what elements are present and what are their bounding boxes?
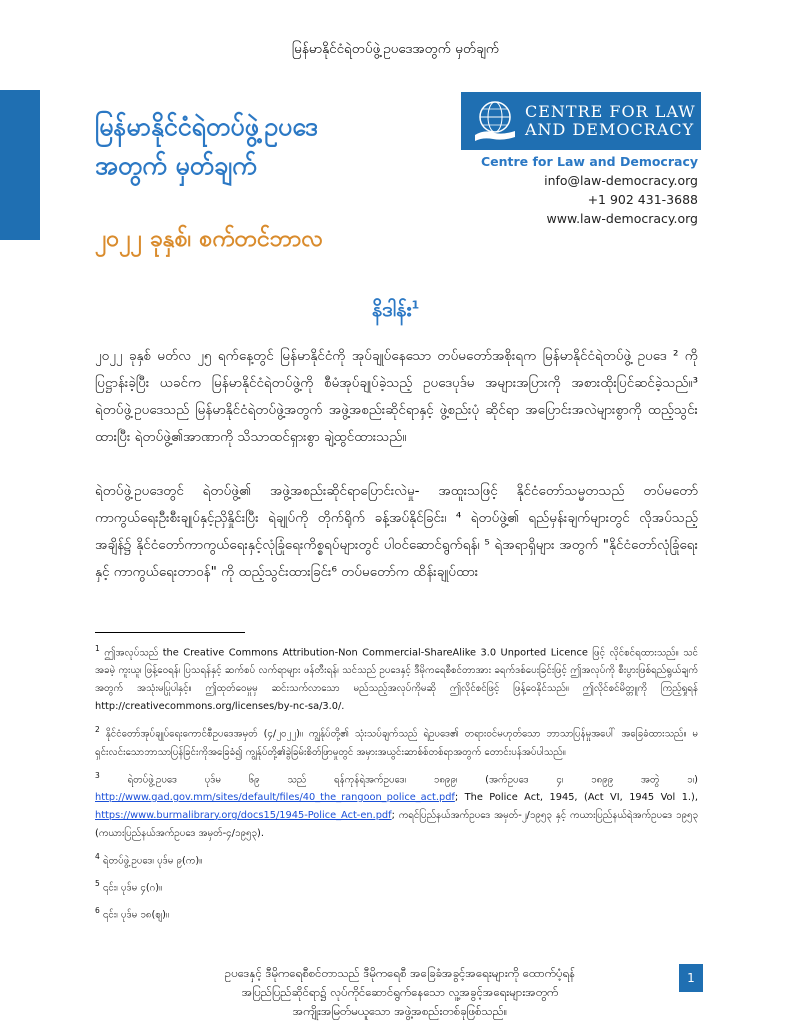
contact-email[interactable]: info@law-democracy.org <box>544 173 698 188</box>
footnote-text: ရဲတပ်ဖွဲ့ဥပဒေ ပုဒ်မ ၆၉ သည် ရန်ကုန်ရဲအက်ဥပဒေ၊ ၁၈၉၉၊ (အက်ဥပဒေ ၄၊ ၁၈၉၉ အတွဲ ၁၊) <box>127 773 698 785</box>
globe-hand-icon <box>469 95 521 147</box>
footnote-number: 1 <box>95 644 100 653</box>
cld-logo <box>461 92 701 150</box>
footnote-1 <box>95 640 698 716</box>
footnote-6 <box>95 902 698 924</box>
footnote-number: 5 <box>95 879 100 889</box>
footer-line-1: ဥပဒေနှင့် ဒီမိုကရေစီစင်တာသည် ဒီမိုကရေစီ အခြေခံအခွင့်အရေးများကို ထောက်ပံ့ရန် <box>224 966 576 980</box>
footnote-text: ၎င်း၊ ပုဒ်မ ၄(ဂ)။ <box>102 882 163 894</box>
footnote-divider <box>95 632 245 633</box>
footnote-text: ; ကရင်ပြည်နယ်အက်ဥပဒေ အမှတ်-၂/၁၉၅၃ နှင့် ကယားပြည်နယ်ရဲအက်ဥပဒေ ၁၉၅၃ (ကယားပြည်နယ်အက်ဥပဒေ အမှတ်-၄/၁၉၅၃). <box>95 809 698 839</box>
footnote-2 <box>95 721 698 761</box>
footnote-text: နိုင်ငံတော်အုပ်ချုပ်ရေးကောင်စီဥပဒေအမှတ် (၄/၂၀၂၂)။ ကျွန်ုပ်တို့၏ သုံးသပ်ချက်သည် ရဲဥပဒေ၏ တရားဝင်မဟုတ်သော ဘာသာပြန်မှုအပေါ် အခြေခံထားသည်။ မရှင်းလင်းသောဘာသာပြန်ခြင်းကိုအခြေခံ၍ ကျွန်ုပ်တို့၏ခွဲခြမ်းစိတ်ဖြာမှုတွင် အမှားအယွင်းဆာစ်စ်တစ်ရာအတွက် တောင်းပန်အပ်ပါသည်။ <box>95 728 698 758</box>
section-heading-note[interactable]: 1 <box>411 298 420 312</box>
footnote-text: ၎င်း၊ ပုဒ်မ ၁၈(ဈ)။ <box>102 909 169 921</box>
logo-text-line-2: AND DEMOCRACY <box>525 120 695 139</box>
body-paragraph-2: ရဲတပ်ဖွဲ့ဥပဒေတွင် ရဲတပ်ဖွဲ့၏ အဖွဲ့အစည်းဆိုင်ရာပြောင်းလဲမှု- အထူးသဖြင့် နိုင်ငံတော်သမ္မတသည် တပ်မတော် ကာကွယ်ရေးဦးစီးချုပ်နှင့်ညှိနှိုင်းပြီး ရဲချုပ်ကို တိုက်ရိုက် ခန့်အပ်နိုင်ခြင်း၊ ⁴ ရဲတပ်ဖွဲ့၏ ရည်မှန်းချက်များတွင် လိုအပ်သည့်အချိန်၌ နိုင်ငံတော်ကာကွယ်ရေးနှင့်လုံခြုံရေးကိစ္စရပ်များတွင် ပါဝင်ဆောင်ရွက်ရန်၊ ⁵ ရဲအရာရှိများ အတွက် "နိုင်ငံတော်လုံခြုံရေးနှင့် ကာကွယ်ရေးတာဝန်" ကို ထည့်သွင်းထားခြင်း⁶ တပ်မတော်က ထိန်းချုပ်ထား <box>95 483 698 580</box>
section-heading-text: နိဒါန်း <box>371 297 412 321</box>
footnote-number: 3 <box>95 770 100 780</box>
running-header: မြန်မာနိုင်ငံရဲတပ်ဖွဲ့ဥပဒေအတွက် မှတ်ချက် <box>291 41 500 57</box>
body-paragraph-1: ၂၀၂၂ ခုနှစ် မတ်လ ၂၅ ရက်နေ့တွင် မြန်မာနိုင်ငံကို အုပ်ချုပ်နေသော တပ်မတော်အစိုးရက မြန်မာနိုင်ငံရဲတပ်ဖွဲ့ ဥပဒေ ² ကို ပြဋ္ဌာန်းခဲ့ပြီး ယခင်က မြန်မာနိုင်ငံရဲတပ်ဖွဲ့ကို စီမံအုပ်ချုပ်ခဲ့သည့် ဥပဒေပုဒ်မ အများအပြားကို အစားထိုးပြင်ဆင်ခဲ့သည်။³ ရဲတပ်ဖွဲ့ဥပဒေသည် မြန်မာနိုင်ငံရဲတပ်ဖွဲ့အတွက် အဖွဲ့အစည်းဆိုင်ရာနှင့် ဖွဲ့စည်းပုံ ဆိုင်ရာ အပြောင်းအလဲများစွာကို ထည့်သွင်းထားပြီး ရဲတပ်ဖွဲ့၏အာဏာကို သိသာထင်ရှားစွာ ချဲ့ထွင်ထားသည်။ <box>95 348 698 445</box>
contact-organization: Centre for Law and Democracy <box>480 154 698 169</box>
footnote-5 <box>95 875 698 897</box>
footnote-text: ; The Police Act, 1945, (Act VI, 1945 Vol 1.), <box>454 791 698 803</box>
document-title <box>95 108 455 186</box>
burma-library-link[interactable]: https://www.burmalibrary.org/docs15/1945-Police_Act-en.pdf <box>95 809 392 821</box>
title-accent-bar <box>0 90 40 240</box>
contact-website[interactable]: www.law-democracy.org <box>546 211 698 226</box>
page-number: 1 <box>679 964 703 992</box>
footnote-text: ဤအလုပ်သည် the Creative Commons Attribution-Non Commercial-ShareAlike 3.0 Unported Licence ဖြင့် လိုင်စင်ရထားသည်။ သင် အခမဲ့ ကူးယူ၊ ဖြန့်ဝေရန်၊ ပြသရန်နှင့် ဆက်စပ် လက်ရာများ ဖန်တီးရန်၊ သင်သည် ဥပဒေနှင့် ဒီမိုကရေစီစင်တာအား ခရက်ဒစ်ပေးခြင်းဖြင့် ဤအလုပ်ကို စီးပွားဖြစ်ရည်ရွယ်ချက်အတွက် အသုံးမပြုပါနှင့်။ ဤထုတ်ဝေမှုမှ ဆင်းသက်လာသော မည်သည့်အလုပ်ကိုမဆို ဤလိုင်စင်ဖြင့် ဖြန့်ဝေနိုင်သည်။ ဤလိုင်စင်မိတ္တူကို ကြည့်ရှုရန် http://creativecommons.org/licenses/by-nc-sa/3.0/. <box>95 647 698 713</box>
footnote-text: ရဲတပ်ဖွဲ့ဥပဒေ၊ ပုဒ်မ ၉(က)။ <box>102 855 203 867</box>
document-title-line-2: အတွက် မှတ်ချက် <box>95 150 257 180</box>
contact-block <box>481 152 698 228</box>
logo-text-line-1: CENTRE FOR LAW <box>525 101 696 121</box>
page-footer <box>150 964 650 1021</box>
footer-line-2: အပြည်ပြည်ဆိုင်ရာ၌ လုပ်ကိုင်ဆောင်ရွက်နေသော လူ့အခွင့်အရေးများအတွက် <box>241 985 559 999</box>
gad-police-act-link[interactable]: http://www.gad.gov.mm/sites/default/files/40_the_rangoon_police_act.pdf <box>95 791 455 803</box>
contact-phone: +1 902 431-3688 <box>587 192 698 207</box>
footnote-number: 6 <box>95 906 100 916</box>
footnote-3 <box>95 767 698 843</box>
logo-wordmark <box>525 103 696 140</box>
footnote-number: 4 <box>95 851 100 861</box>
document-date: ၂၀၂၂ ခုနှစ်၊ စက်တင်ဘာလ <box>95 226 324 252</box>
section-heading <box>0 296 791 326</box>
footnotes <box>95 640 698 930</box>
footer-line-3: အကျိုးအမြတ်မယူသော အဖွဲ့အစည်းတစ်ခုဖြစ်သည်။ <box>292 1004 508 1018</box>
document-title-line-1: မြန်မာနိုင်ငံရဲတပ်ဖွဲ့ဥပဒေ <box>95 112 318 141</box>
footnote-4 <box>95 848 698 870</box>
footnote-number: 2 <box>95 725 100 735</box>
